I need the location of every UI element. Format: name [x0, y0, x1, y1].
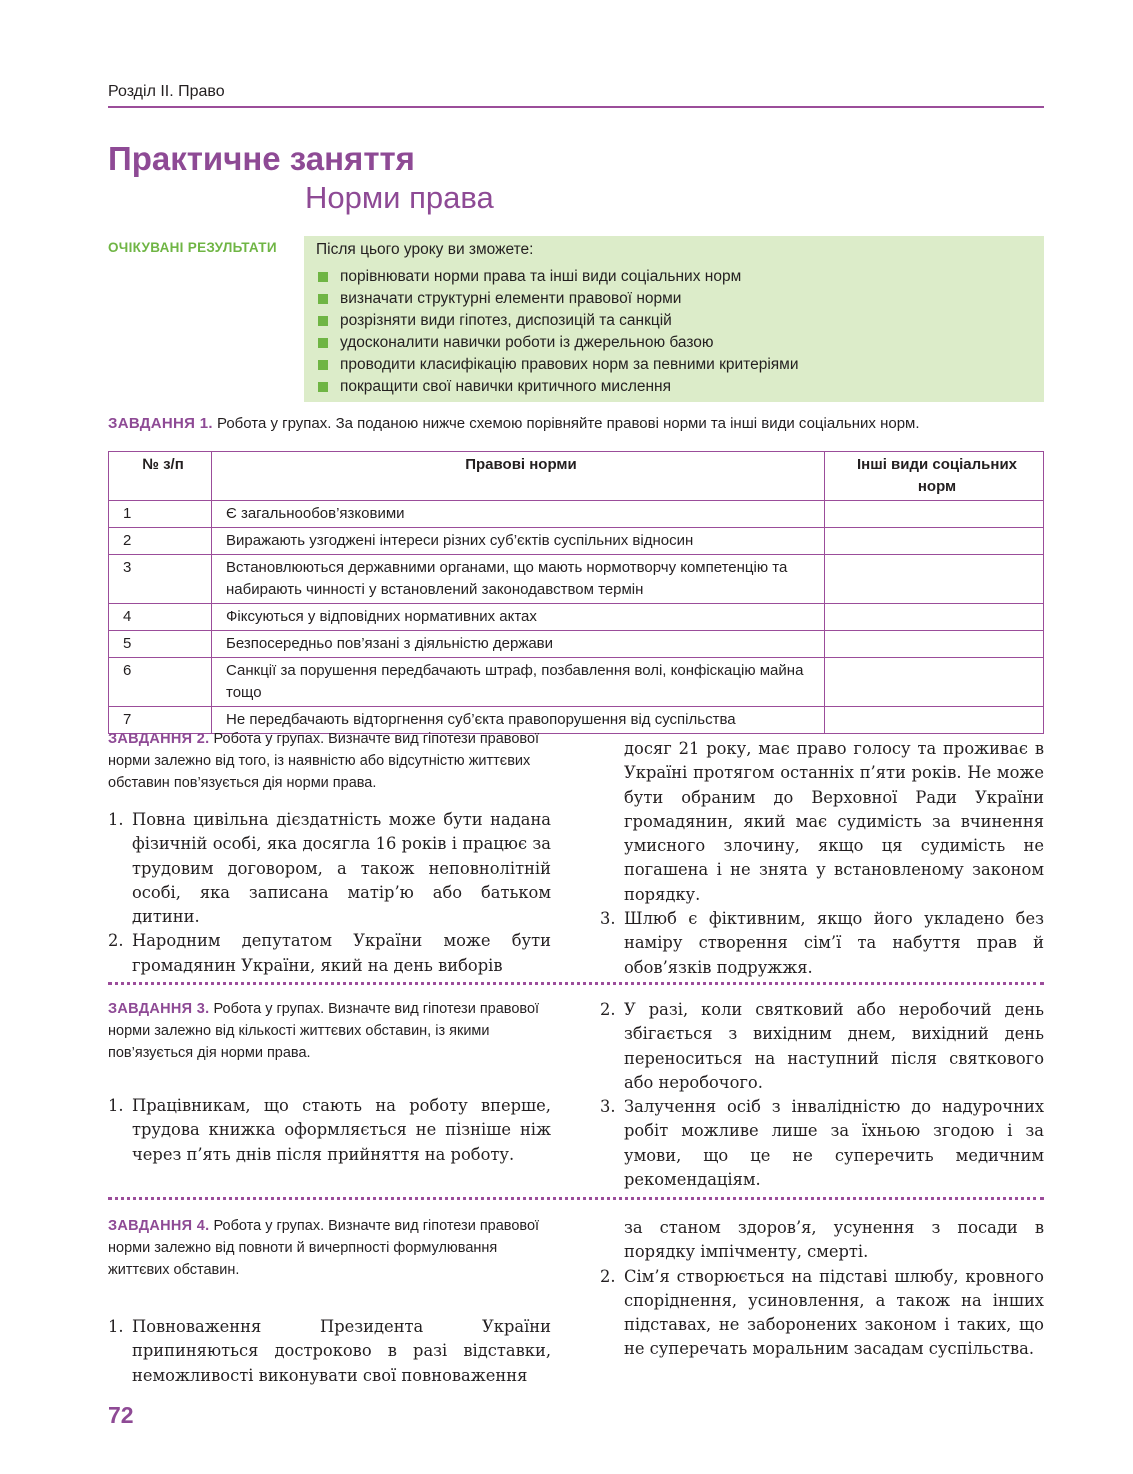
running-head: Розділ ІІ. Право — [108, 83, 225, 100]
comparison-table — [108, 451, 1044, 734]
other-norms-cell — [825, 707, 1044, 734]
table-row — [109, 528, 1044, 555]
other-norms-cell — [825, 604, 1044, 631]
task1-label: ЗАВДАННЯ 1. — [108, 415, 213, 432]
legal-norm-cell: Не передбачають відторгнення суб’єкта правопорушення від суспільства — [212, 707, 825, 734]
square-bullet-icon — [318, 338, 328, 348]
other-norms-cell — [825, 501, 1044, 528]
task3-items-left — [108, 1094, 551, 1167]
outcome-item: розрізняти види гіпотез, диспозицій та санкцій — [316, 310, 1044, 332]
outcome-item: порівнювати норми права та інші види соціальних норм — [316, 266, 1044, 288]
task2-item-2: 2. Народним депутатом України може бути громадянин України, який на день виборів — [108, 931, 551, 975]
task4-items-left — [108, 1315, 551, 1388]
dotted-separator — [108, 982, 1044, 985]
page-number: 72 — [108, 1402, 134, 1428]
task3-left-column — [108, 998, 551, 1167]
legal-norm-cell: Виражають узгоджені інтереси різних суб’єктів суспільних відносин — [212, 528, 825, 555]
table-row — [109, 501, 1044, 528]
task1-heading — [108, 413, 1044, 435]
legal-norm-cell: Фіксуються у відповідних нормативних актах — [212, 604, 825, 631]
task2-items-left — [108, 808, 551, 978]
task2-item-1: 1. Повна цивільна дієздатність може бути надана фізичній особі, яка досягла 16 років і працює за трудовим договором, а також неповнолітній особі, яка записана матір’ю або батьком дитини. — [108, 810, 551, 927]
header-cell-other-norms: Інші види соціальних норм — [825, 452, 1044, 501]
outcome-item: удосконалити навички роботи із джерельною базою — [316, 332, 1044, 354]
task2-label: ЗАВДАННЯ 2. — [108, 731, 210, 747]
table-row — [109, 555, 1044, 604]
square-bullet-icon — [318, 382, 328, 392]
row-number: 5 — [109, 631, 212, 658]
task1-text: Робота у групах. За поданою нижче схемою порівняйте правові норми та інші види соціальних норм. — [216, 415, 920, 432]
other-norms-cell — [825, 528, 1044, 555]
row-number: 6 — [109, 658, 212, 707]
table-row — [109, 604, 1044, 631]
table-row — [109, 631, 1044, 658]
task2-intro — [108, 728, 551, 794]
other-norms-cell — [825, 631, 1044, 658]
header-rule — [108, 106, 1044, 108]
row-number: 4 — [109, 604, 212, 631]
table-row — [109, 658, 1044, 707]
outcome-item: визначати структурні елементи правової норми — [316, 288, 1044, 310]
task3-text: Робота у групах. Визначте вид гіпотези правової норми залежно від кількості життєвих обставин, із якими пов’язується дія норми права. — [108, 1001, 540, 1061]
task4-left-column — [108, 1215, 551, 1388]
header-cell-number: № з/п — [109, 452, 212, 501]
table-header-row — [109, 452, 1044, 501]
task2-text: Робота у групах. Визначте вид гіпотези правової норми залежно від того, із наявністю або відсутністю життєвих обставин пов’язується дія норми права. — [108, 731, 540, 791]
square-bullet-icon — [318, 360, 328, 370]
task4-item-1-continued: за станом здоров’я, усунення з посади в порядку імпічменту, смерті. — [624, 1218, 1044, 1262]
task2-left-column — [108, 728, 551, 978]
task3-intro — [108, 998, 551, 1064]
task3-item-2: 2. У разі, коли святковий або неробочий день збігається з вихідним днем, вихідний день переноситься на наступний після святкового або неробочого. — [600, 1000, 1044, 1092]
page-title: Практичне заняття — [108, 140, 415, 177]
dotted-separator — [108, 1197, 1044, 1200]
legal-norm-cell: Безпосередньо пов’язані з діяльністю держави — [212, 631, 825, 658]
outcome-item: покращити свої навички критичного мислення — [316, 376, 1044, 398]
square-bullet-icon — [318, 316, 328, 326]
square-bullet-icon — [318, 272, 328, 282]
outcomes-list — [316, 266, 1044, 398]
row-number: 7 — [109, 707, 212, 734]
task4-label: ЗАВДАННЯ 4. — [108, 1218, 210, 1234]
row-number: 1 — [109, 501, 212, 528]
outcome-item: проводити класифікацію правових норм за певними критеріями — [316, 354, 1044, 376]
task3-right-column — [600, 998, 1044, 1192]
outcomes-box — [304, 236, 1044, 402]
square-bullet-icon — [318, 294, 328, 304]
legal-norm-cell: Санкції за порушення передбачають штраф, позбавлення волі, конфіскацію майна тощо — [212, 658, 825, 707]
page-subtitle: Норми права — [305, 180, 494, 215]
row-number: 2 — [109, 528, 212, 555]
legal-norm-cell: Є загальнообов’язковими — [212, 501, 825, 528]
outcomes-label: ОЧІКУВАНІ РЕЗУЛЬТАТИ — [108, 240, 277, 255]
header-cell-legal-norms: Правові норми — [212, 452, 825, 501]
row-number: 3 — [109, 555, 212, 604]
task4-text: Робота у групах. Визначте вид гіпотези правової норми залежно від повноти й вичерпності формулювання життєвих обставин. — [108, 1218, 540, 1278]
task4-item-2: 2. Сім’я створюється на підставі шлюбу, кровного споріднення, усиновлення, а також на інших підставах, не заборонених законом і таких, що не суперечать моральним засадам суспільства. — [600, 1266, 1044, 1359]
task2-item-2-continued: досяг 21 року, має право голосу та проживає в Україні протягом останніх п’яти років. Не може бути обраним до Верховної Ради України громадянин, який має судимість за вчинення умисного злочину, якщо ця судимість не погашена і не знята у встановленому законом порядку. — [624, 739, 1044, 904]
other-norms-cell — [825, 555, 1044, 604]
task3-label: ЗАВДАННЯ 3. — [108, 1001, 210, 1017]
task4-right-column — [600, 1216, 1044, 1362]
task3-item-1: 1. Працівникам, що стають на роботу вперше, трудова книжка оформляється не пізніше ніж через п’ять днів після прийняття на роботу. — [108, 1096, 551, 1164]
outcomes-intro: Після цього уроку ви зможете: — [316, 241, 534, 258]
other-norms-cell — [825, 658, 1044, 707]
task2-right-column — [600, 737, 1044, 980]
task4-item-1: 1. Повноваження Президента України припиняються достроково в разі відставки, неможливості виконувати свої повноваження — [108, 1317, 551, 1385]
task2-item-3: 3. Шлюб є фіктивним, якщо його укладено без наміру створення сім’ї та набуття прав й обов’язків подружжя. — [600, 909, 1044, 977]
legal-norm-cell: Встановлюються державними органами, що мають нормотворчу компетенцію та набирають чинності у встановлений законодавством термін — [212, 555, 825, 604]
task4-intro — [108, 1215, 551, 1281]
task3-item-3: 3. Залучення осіб з інвалідністю до надурочних робіт можливе лише за їхньою згодою і за умови, що це не суперечить медичним рекомендаціям. — [600, 1097, 1044, 1190]
